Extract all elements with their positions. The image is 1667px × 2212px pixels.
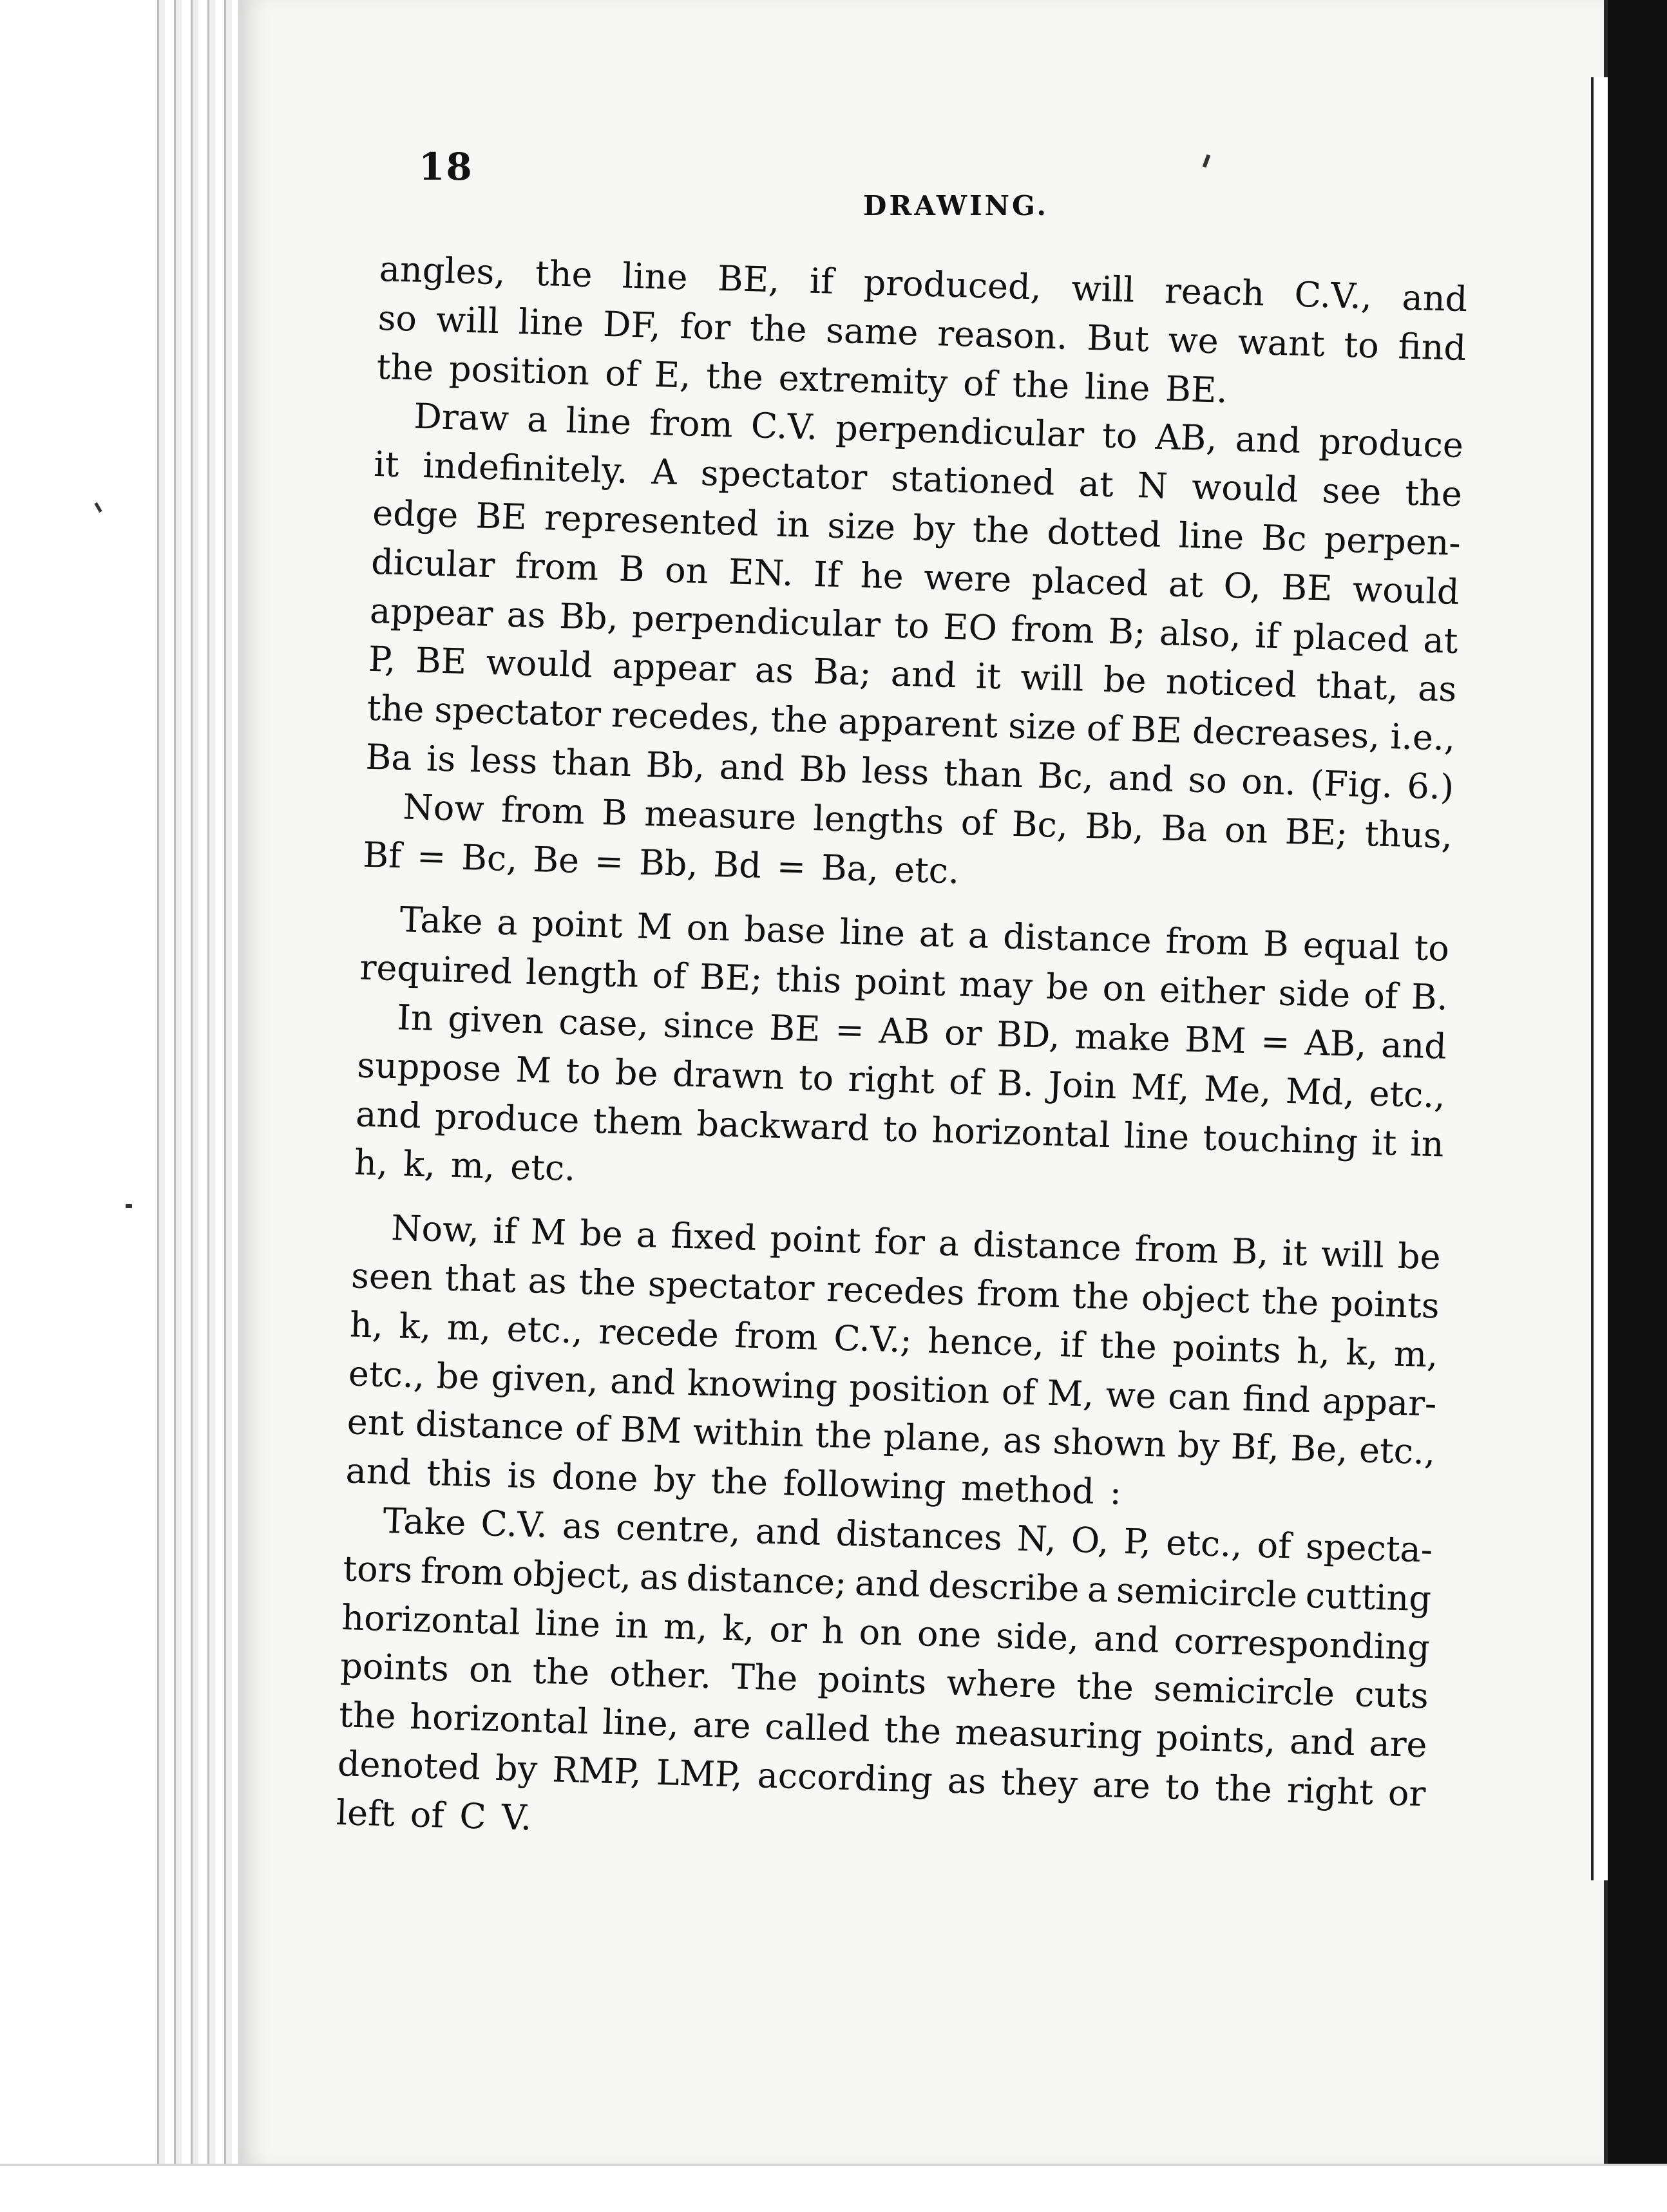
text-line: left of C V. — [336, 1791, 533, 1839]
text-line: horizontal line in m, k, or h on one side, and corresponding — [341, 1596, 1431, 1668]
running-head: DRAWING. — [863, 190, 1049, 222]
page-number: 18 — [419, 145, 473, 189]
text-line: suppose M to be drawn to right of B. Join Mf, Me, Md, etc., — [356, 1045, 1446, 1116]
text-line: tors from object, as distance; and describe a semicircle cutting — [342, 1547, 1432, 1620]
text-line: the spectator recedes, the apparent size of BE decreases, i.e., — [367, 687, 1456, 759]
text-line: the horizontal line, are called the measuring points, and are — [338, 1694, 1428, 1766]
text-line: Now, if M be a fixed point for a distance from B, it will be — [390, 1207, 1442, 1278]
text-line: required length of BE; this point may be on either side of B. — [359, 947, 1449, 1018]
text-line: appear as Bb, perpendicular to EO from B; also, if placed at — [369, 590, 1459, 661]
text-line: angles, the line BE, if produced, will reach C.V., and — [379, 248, 1469, 320]
text-line: so will line DF, for the same reason. But we want to find — [377, 297, 1467, 368]
text-line: h, k, m, etc., recede from C.V.; hence, if the points h, k, m, — [349, 1304, 1439, 1375]
text-line: points on the other. The points where the semicircle cuts — [339, 1645, 1429, 1717]
text-line: seen that as the spectator recedes from the object the points — [350, 1255, 1440, 1327]
text-line: edge BE represented in size by the dotted line Bc perpen- — [372, 492, 1462, 563]
scan-right-background — [1608, 0, 1667, 2210]
text-line: and produce them backward to horizontal line touching it in — [355, 1093, 1445, 1165]
body-text — [336, 245, 1468, 1867]
text-line: Ba is less than Bb, and Bb less than Bc, and so on. (Fig. 6.) — [365, 736, 1454, 808]
text-line: and this is done by the following method : — [345, 1450, 1122, 1513]
text-line: Bf = Bc, Be = Bb, Bd = Ba, etc. — [362, 834, 960, 892]
text-line: h, k, m, etc. — [354, 1142, 576, 1189]
text-line: the position of E, the extremity of the line BE. — [376, 346, 1228, 411]
text-line: etc., be given, and knowing position of M, we can find appar- — [348, 1352, 1438, 1424]
book-page-edges — [148, 0, 238, 2164]
text-line: In given case, since BE = AB or BD, make BM = AB, and — [396, 997, 1447, 1067]
scan-left-margin — [0, 0, 148, 2210]
text-line: Take a point M on base line at a distance from B equal to — [399, 899, 1450, 970]
text-line: P, BE would appear as Ba; and it will be noticed that, as — [368, 639, 1458, 710]
text-line: dicular from B on EN. If he were placed at O, BE would — [370, 541, 1460, 612]
text-line: Take C.V. as centre, and distances N, O, P, etc., of specta- — [382, 1500, 1433, 1571]
scan-bottom-margin — [0, 2164, 1667, 2212]
text-line: it indefinitely. A spectator stationed at N would see the — [373, 444, 1463, 515]
text-line: Now from B measure lengths of Bc, Bb, Ba on BE; thus, — [402, 786, 1453, 856]
text-line: ent distance of BM within the plane, as shown by Bf, Be, etc., — [347, 1401, 1436, 1473]
scan-speck — [126, 1204, 132, 1208]
text-line: denoted by RMP, LMP, according as they are to the right or — [337, 1743, 1427, 1815]
text-line: Draw a line from C.V. perpendicular to AB, and produce — [413, 395, 1464, 466]
